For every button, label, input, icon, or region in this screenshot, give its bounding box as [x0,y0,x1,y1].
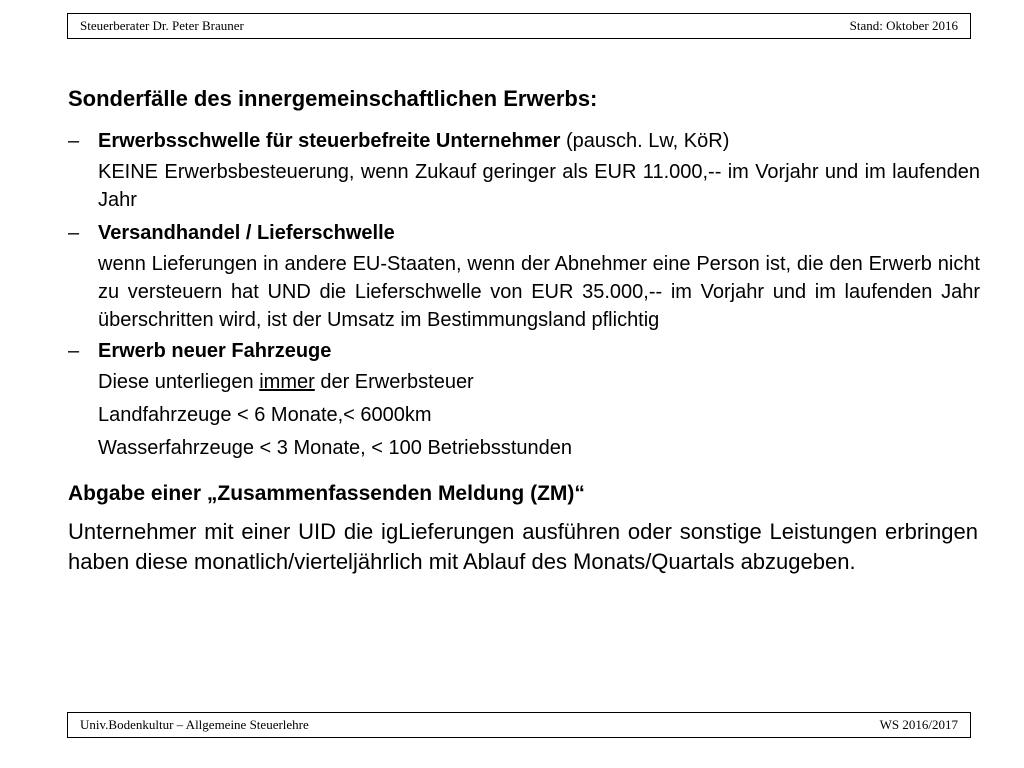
footer-bar [67,712,971,738]
footer-semester: WS 2016/2017 [879,717,958,732]
fahrzeuge-line-1 [98,366,980,399]
section-heading-zm: Abgabe einer „Zusammenfassenden Meldung (ZM)“ [68,482,585,505]
bullet-text: KEINE Erwerbsbesteuerung, wenn Zukauf geringer als EUR 11.000,-- im Vorjahr und im laufenden Jahr [98,161,980,211]
bullet-text: wenn Lieferungen in andere EU-Staaten, wenn der Abnehmer eine Person ist, die den Erwerb nicht zu versteuern hat UND die Lieferschwelle von EUR 35.000,-- im Vorjahr und im laufenden Jahr überschritten wird, ist der Umsatz im Bestimmungsland pflichtig [98,253,980,331]
page-title: Sonderfälle des innergemeinschaftlichen Erwerbs: [68,86,598,111]
bullet-versandhandel [68,218,980,248]
header-date: Stand: Oktober 2016 [849,18,958,33]
bullet-erwerbsschwelle [68,126,980,156]
dash-icon: – [68,130,80,152]
bullet-fahrzeuge [68,336,980,366]
bullet-title: Versandhandel / Lieferschwelle [98,222,395,244]
line-text: Diese unterliegen [98,371,260,393]
dash-icon: – [68,222,80,244]
underlined-word: immer [259,371,315,393]
section-text-zm: Unternehmer mit einer UID die igLieferungen ausführen oder sonstige Leistungen erbringen haben diese monatlich/vierteljährlich mit Ablauf des Monats/Quartals abzugeben. [68,519,978,574]
fahrzeuge-line-2: Landfahrzeuge < 6 Monate,< 6000km [98,404,432,426]
line-text: der Erwerbsteuer [314,371,474,393]
dash-icon: – [68,340,80,362]
fahrzeuge-line-3: Wasserfahrzeuge < 3 Monate, < 100 Betriebsstunden [98,437,572,459]
footer-course: Univ.Bodenkultur – Allgemeine Steuerlehre [80,717,309,732]
bullet-title: Erwerbsschwelle für steuerbefreite Unternehmer [98,130,561,152]
bullet-extra: (pausch. Lw, KöR) [560,130,730,152]
slide-content [68,84,980,577]
header-author: Steuerberater Dr. Peter Brauner [80,18,244,33]
bullet-title: Erwerb neuer Fahrzeuge [98,340,332,362]
header-bar [67,13,971,39]
